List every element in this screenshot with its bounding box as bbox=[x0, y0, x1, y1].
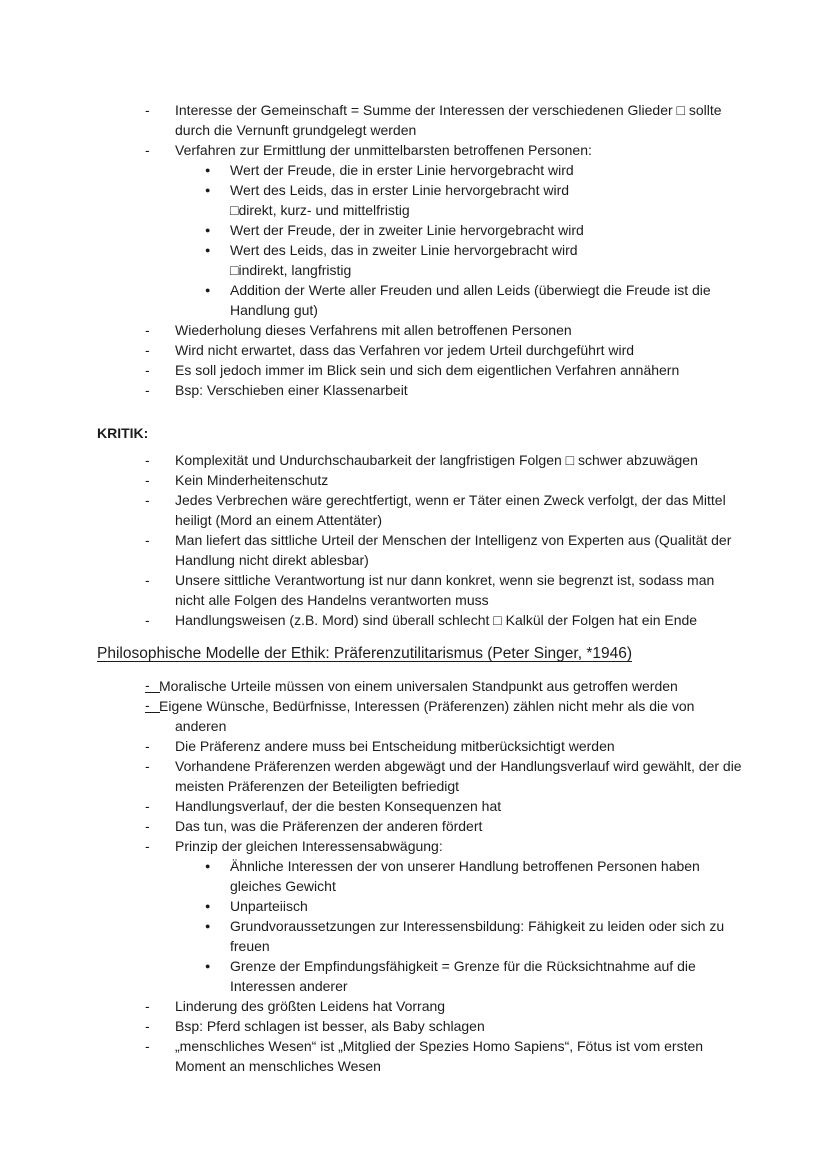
item-text: Eigene Wünsche, Bedürfnisse, Interessen (Präferenzen) zählen nicht mehr als die von anderen bbox=[159, 698, 695, 734]
item-text: Wert der Freude, der in zweiter Linie hervorgebracht wird bbox=[230, 222, 584, 238]
list-item-level1 bbox=[97, 736, 746, 756]
item-text: Wiederholung dieses Verfahrens mit allen betroffenen Personen bbox=[175, 322, 572, 338]
section-heading-underlined: Philosophische Modelle der Ethik: Präferenzutilitarismus (Peter Singer, *1946) bbox=[97, 645, 633, 662]
document-content bbox=[97, 100, 746, 1076]
bullet-marker: ● bbox=[205, 245, 211, 255]
bullet-marker: ● bbox=[205, 861, 211, 871]
item-text: Prinzip der gleichen Interessensabwägung: bbox=[175, 838, 443, 854]
item-text: Handlungsverlauf, der die besten Konsequenzen hat bbox=[175, 798, 502, 814]
item-text: Wert der Freude, die in erster Linie hervorgebracht wird bbox=[230, 162, 574, 178]
list-item-level2 bbox=[97, 856, 746, 896]
bullet-marker: ● bbox=[205, 165, 211, 175]
list-item-level1 bbox=[97, 1036, 746, 1076]
list-item-level2 bbox=[97, 280, 746, 320]
item-text: Kein Minderheitenschutz bbox=[175, 472, 329, 488]
dash-marker: - bbox=[145, 362, 150, 378]
list-item-level1 bbox=[97, 996, 746, 1016]
list-item-level2 bbox=[97, 956, 746, 996]
list-item-level1 bbox=[97, 836, 746, 856]
bullet-marker: ● bbox=[205, 225, 211, 235]
list-item-level1-underlined-marker bbox=[97, 676, 746, 696]
section-heading-bold: KRITIK: bbox=[97, 425, 149, 441]
item-text: Bsp: Pferd schlagen ist besser, als Baby schlagen bbox=[175, 1018, 485, 1034]
list-item-level1 bbox=[97, 816, 746, 836]
list-item-level1 bbox=[97, 570, 746, 610]
bullet-marker: ● bbox=[205, 185, 211, 195]
dash-marker: - bbox=[145, 572, 150, 588]
list-item-level2 bbox=[97, 916, 746, 956]
item-text: Wert des Leids, das in erster Linie hervorgebracht wird bbox=[230, 182, 570, 198]
bullet-marker: ● bbox=[205, 921, 211, 931]
list-item-level1-underlined-marker bbox=[97, 696, 746, 736]
list-item-level1 bbox=[97, 610, 746, 630]
list-item-level1 bbox=[97, 756, 746, 796]
list-item-level1 bbox=[97, 470, 746, 490]
item-text: Komplexität und Undurchschaubarkeit der langfristigen Folgen □ schwer abzuwägen bbox=[175, 452, 698, 468]
item-text: Jedes Verbrechen wäre gerechtfertigt, wenn er Täter einen Zweck verfolgt, der das Mittel heiligt (Mord an einem Attentäter) bbox=[175, 492, 726, 528]
dash-marker: - bbox=[145, 998, 150, 1014]
item-text: Grenze der Empfindungsfähigkeit = Grenze für die Rücksichtnahme auf die Interessen anderer bbox=[230, 958, 696, 994]
dash-marker: - bbox=[145, 142, 150, 158]
item-text: Die Präferenz andere muss bei Entscheidung mitberücksichtigt werden bbox=[175, 738, 615, 754]
list-item-level2 bbox=[97, 160, 746, 180]
list-item-level1 bbox=[97, 1016, 746, 1036]
item-text: Verfahren zur Ermittlung der unmittelbarsten betroffenen Personen: bbox=[175, 142, 592, 158]
dash-marker: - bbox=[145, 1038, 150, 1054]
dash-marker: - bbox=[145, 1018, 150, 1034]
continuation-line: □indirekt, langfristig bbox=[230, 262, 352, 278]
list-item-level1 bbox=[97, 140, 746, 160]
dash-marker: - bbox=[145, 838, 150, 854]
item-text: Interesse der Gemeinschaft = Summe der Interessen der verschiedenen Glieder □ sollte durch die Vernunft grundgelegt werden bbox=[175, 102, 722, 138]
list-item-level1 bbox=[97, 360, 746, 380]
list-item-level1 bbox=[97, 796, 746, 816]
dash-marker-underlined: - bbox=[145, 697, 160, 713]
list-item-level2 bbox=[97, 220, 746, 240]
dash-marker: - bbox=[145, 472, 150, 488]
item-text: Unsere sittliche Verantwortung ist nur dann konkret, wenn sie begrenzt ist, sodass man nicht alle Folgen des Handelns verantworten muss bbox=[175, 572, 715, 608]
item-text: Ähnliche Interessen der von unserer Handlung betroffenen Personen haben gleiches Gewicht bbox=[230, 858, 700, 894]
item-text: Addition der Werte aller Freuden und allen Leids (überwiegt die Freude ist die Handlung gut) bbox=[230, 282, 711, 318]
dash-marker: - bbox=[145, 612, 150, 628]
list-item-level2 bbox=[97, 240, 746, 260]
dash-marker: - bbox=[145, 738, 150, 754]
dash-marker: - bbox=[145, 532, 150, 548]
item-text: Es soll jedoch immer im Blick sein und sich dem eigentlichen Verfahren annähern bbox=[175, 362, 680, 378]
item-text: Wert des Leids, das in zweiter Linie hervorgebracht wird bbox=[230, 242, 578, 258]
dash-marker: - bbox=[145, 452, 150, 468]
list-item-level1 bbox=[97, 530, 746, 570]
list-item-level1 bbox=[97, 380, 746, 400]
continuation-line: □direkt, kurz- und mittelfristig bbox=[230, 202, 410, 218]
list-item-level1 bbox=[97, 320, 746, 340]
item-text: Vorhandene Präferenzen werden abgewägt und der Handlungsverlauf wird gewählt, der die meisten Präferenzen der Beteiligten befriedigt bbox=[175, 758, 742, 794]
dash-marker: - bbox=[145, 382, 150, 398]
item-text: Unparteiisch bbox=[230, 898, 308, 914]
item-text: Handlungsweisen (z.B. Mord) sind überall schlecht □ Kalkül der Folgen hat ein Ende bbox=[175, 612, 698, 628]
item-text: Moralische Urteile müssen von einem universalen Standpunkt aus getroffen werden bbox=[159, 678, 678, 694]
bullet-marker: ● bbox=[205, 901, 211, 911]
list-item-level1 bbox=[97, 450, 746, 470]
list-item-level1 bbox=[97, 100, 746, 140]
item-text: Bsp: Verschieben einer Klassenarbeit bbox=[175, 382, 408, 398]
item-text: Wird nicht erwartet, dass das Verfahren vor jedem Urteil durchgeführt wird bbox=[175, 342, 635, 358]
list-item-level2 bbox=[97, 180, 746, 200]
dash-marker: - bbox=[145, 102, 150, 118]
bullet-marker: ● bbox=[205, 285, 211, 295]
dash-marker: - bbox=[145, 342, 150, 358]
dash-marker: - bbox=[145, 758, 150, 774]
list-item-level2 bbox=[97, 896, 746, 916]
item-text: „menschliches Wesen“ ist „Mitglied der Spezies Homo Sapiens“, Fötus ist vom ersten Moment an menschliches Wesen bbox=[175, 1038, 704, 1074]
item-text: Das tun, was die Präferenzen der anderen fördert bbox=[175, 818, 483, 834]
dash-marker-underlined: - bbox=[145, 677, 160, 693]
list-item-level1 bbox=[97, 340, 746, 360]
item-text: Grundvoraussetzungen zur Interessensbildung: Fähigkeit zu leiden oder sich zu freuen bbox=[230, 918, 725, 954]
item-text: Man liefert das sittliche Urteil der Menschen der Intelligenz von Experten aus (Qualität der Handlung nicht direkt ablesbar) bbox=[175, 532, 732, 568]
dash-marker: - bbox=[145, 818, 150, 834]
bullet-marker: ● bbox=[205, 961, 211, 971]
list-item-level1 bbox=[97, 490, 746, 530]
dash-marker: - bbox=[145, 798, 150, 814]
dash-marker: - bbox=[145, 492, 150, 508]
dash-marker: - bbox=[145, 322, 150, 338]
item-text: Linderung des größten Leidens hat Vorrang bbox=[175, 998, 446, 1014]
